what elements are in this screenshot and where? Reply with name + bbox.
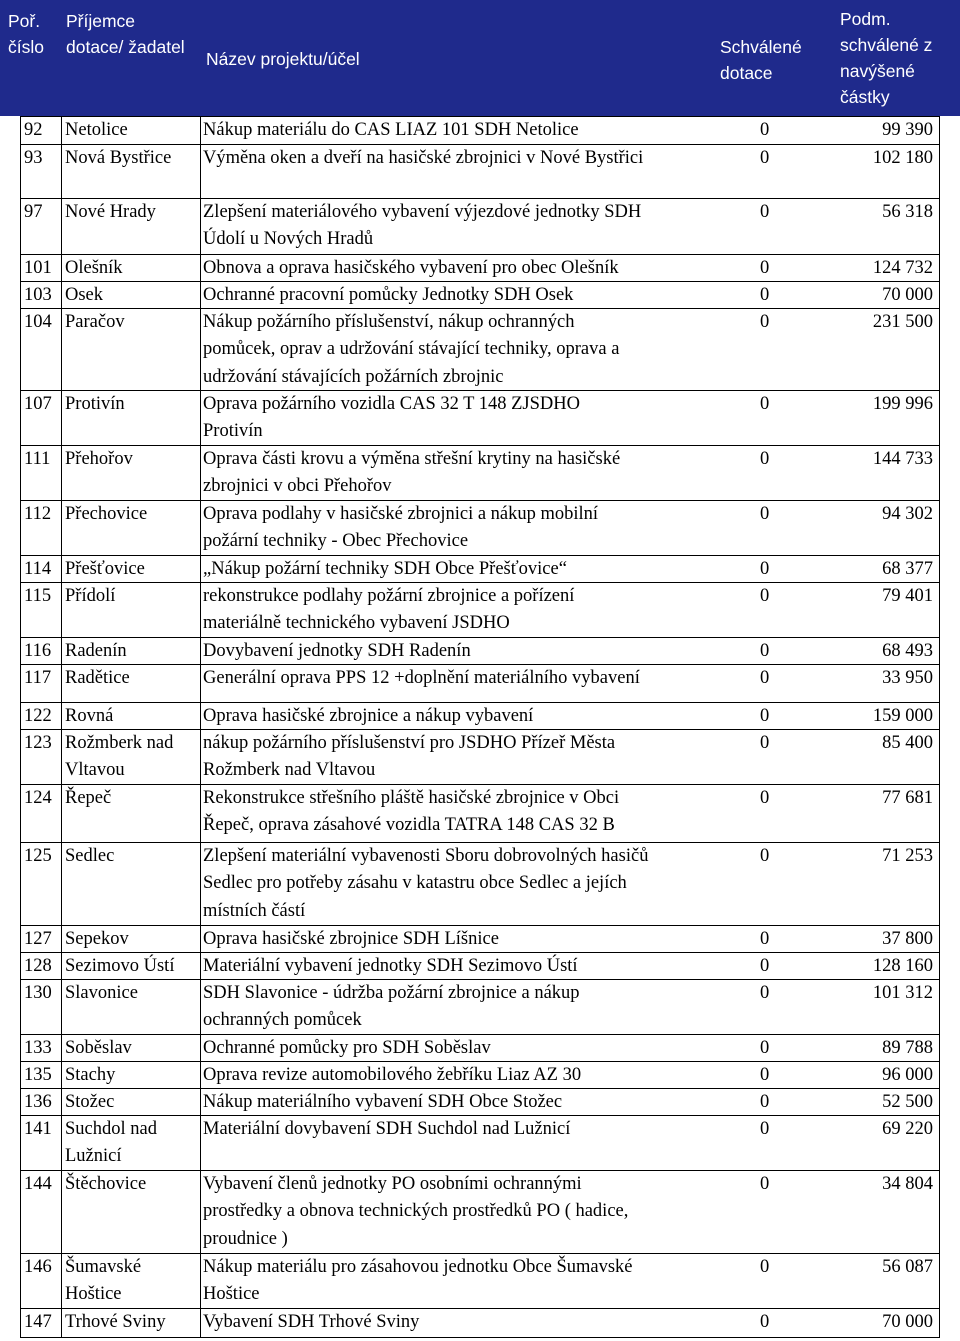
cell-approved: 0 [760,148,770,168]
cell-no: 122 [24,706,52,726]
cell-no: 116 [24,641,52,661]
cell-project: „Nákup požární techniky SDH Obce Přešťovice“ [203,559,567,579]
cell-project: SDH Slavonice - údržba požární zbrojnice a nákup ochranných pomůcek [203,983,580,1031]
cell-approved: 0 [760,449,770,469]
cell-recipient: Trhové Sviny [65,1312,166,1332]
table-row [20,308,940,390]
cell-conditional: 56 318 [882,202,933,222]
cell-project: Nákup materiálního vybavení SDH Obce Stožec [203,1092,563,1112]
cell-recipient: Šumavské Hoštice [65,1257,142,1305]
cell-no: 133 [24,1038,52,1058]
cell-conditional: 159 000 [872,706,933,726]
cell-conditional: 37 800 [882,929,933,949]
cell-conditional: 94 302 [882,504,933,524]
cell-conditional: 85 400 [882,733,933,753]
cell-project: Obnova a oprava hasičského vybavení pro obec Olešník [203,258,619,278]
cell-project: Oprava podlahy v hasičské zbrojnici a nákup mobilní požární techniky - Obec Přechovice [203,504,599,552]
header-project-line-1: Název projektu/účel [206,49,360,69]
cell-conditional: 52 500 [882,1092,933,1112]
cell-approved: 0 [760,504,770,524]
cell-conditional: 70 000 [882,285,933,305]
cell-project: Dovybavení jednotky SDH Radenín [203,641,471,661]
cell-approved: 0 [760,1038,770,1058]
table-row [20,582,940,637]
cell-approved: 0 [760,1092,770,1112]
cell-no: 124 [24,788,52,808]
cell-conditional: 144 733 [872,449,933,469]
table-row [20,925,940,952]
table-row [20,116,940,144]
cell-project: Zlepšení materiální vybavenosti Sboru dobrovolných hasičů Sedlec pro potřeby zásahu v katastru obce Sedlec a jejích místních částí [203,846,649,921]
cell-conditional: 70 000 [882,1312,933,1332]
table-row [20,445,940,500]
cell-recipient: Osek [65,285,104,305]
cell-approved: 0 [760,1257,770,1277]
cell-recipient: Sezimovo Ústí [65,956,175,976]
table-row [20,500,940,555]
cell-no: 136 [24,1092,52,1112]
cell-project: Oprava části krovu a výměna střešní krytiny na hasičské zbrojnici v obci Přehořov [203,449,621,497]
header-recipient-line-1: Příjemce [66,11,136,31]
cell-approved: 0 [760,1312,770,1332]
cell-conditional: 71 253 [882,846,933,866]
cell-recipient: Netolice [65,120,128,140]
cell-recipient: Štěchovice [65,1174,147,1194]
cell-project: Materiální vybavení jednotky SDH Sezimovo Ústí [203,956,578,976]
cell-no: 127 [24,929,52,949]
table-row [20,1308,940,1337]
cell-conditional: 99 390 [882,120,933,140]
cell-approved: 0 [760,733,770,753]
cell-recipient: Radenín [65,641,127,661]
header-project [200,0,712,116]
header-conditional-line-3: navýšené [840,61,915,81]
table-row [20,952,940,979]
cell-conditional: 102 180 [872,148,933,168]
table-row [20,144,940,172]
cell-recipient: Stožec [65,1092,115,1112]
cell-conditional: 68 493 [882,641,933,661]
table-row [20,664,940,692]
cell-approved: 0 [760,668,770,688]
cell-no: 115 [24,586,52,606]
cell-no: 135 [24,1065,52,1085]
cell-recipient: Nové Hrady [65,202,156,222]
table-row [20,842,940,925]
cell-conditional: 96 000 [882,1065,933,1085]
cell-no: 128 [24,956,52,976]
cell-approved: 0 [760,788,770,808]
cell-no: 147 [24,1312,52,1332]
cell-no: 130 [24,983,52,1003]
table-row [20,555,940,582]
cell-approved: 0 [760,846,770,866]
cell-recipient: Stachy [65,1065,116,1085]
cell-approved: 0 [760,956,770,976]
table-row [20,784,940,842]
cell-no: 125 [24,846,52,866]
header-approved-line-1: Schválené [720,37,802,57]
cell-project: rekonstrukce podlahy požární zbrojnice a pořízení materiálně technického vybavení JSDHO [203,586,575,634]
cell-approved: 0 [760,586,770,606]
cell-recipient: Soběslav [65,1038,132,1058]
cell-recipient: Paračov [65,312,125,332]
cell-recipient: Sepekov [65,929,129,949]
cell-project: Oprava požárního vozidla CAS 32 T 148 ZJSDHO Protivín [203,394,580,442]
cell-no: 111 [24,449,51,469]
header-conditional [834,0,960,116]
cell-conditional: 231 500 [872,312,933,332]
cell-project: Ochranné pomůcky pro SDH Soběslav [203,1038,491,1058]
cell-project: Oprava hasičské zbrojnice a nákup vybavení [203,706,534,726]
cell-conditional: 199 996 [872,394,933,414]
cell-conditional: 101 312 [872,983,933,1003]
cell-conditional: 89 788 [882,1038,933,1058]
cell-no: 107 [24,394,52,414]
cell-recipient: Přechovice [65,504,148,524]
header-no-line-1: Poř. [8,11,41,31]
cell-conditional: 69 220 [882,1119,933,1139]
cell-no: 146 [24,1257,52,1277]
cell-approved: 0 [760,258,770,278]
cell-no: 114 [24,559,52,579]
cell-recipient: Přídolí [65,586,116,606]
cell-approved: 0 [760,120,770,140]
cell-project: Vybavení členů jednotky PO osobními ochrannými prostředky a obnova technických prostředků PO ( hadice, proudnice ) [203,1174,629,1249]
cell-no: 123 [24,733,52,753]
table-row [20,979,940,1034]
cell-approved: 0 [760,285,770,305]
header-conditional-line-2: schválené z [840,35,933,55]
table-row [20,198,940,254]
cell-project: Vybavení SDH Trhové Sviny [203,1312,420,1332]
cell-approved: 0 [760,929,770,949]
header-conditional-line-4: částky [840,87,890,107]
cell-approved: 0 [760,706,770,726]
header-approved-line-2: dotace [720,63,773,83]
cell-recipient: Rožmberk nad Vltavou [65,733,174,781]
cell-no: 93 [24,148,43,168]
cell-approved: 0 [760,559,770,579]
cell-conditional: 77 681 [882,788,933,808]
cell-conditional: 68 377 [882,559,933,579]
cell-project: Nákup požárního příslušenství, nákup ochranných pomůcek, oprav a udržování stávající techniky, oprava a udržování stávajících požárních zbrojnic [203,312,620,387]
table-row [20,254,940,281]
cell-project: Zlepšení materiálového vybavení výjezdové jednotky SDH Údolí u Nových Hradů [203,202,642,250]
table-row [20,390,940,445]
cell-conditional: 124 732 [872,258,933,278]
table-row [20,281,940,308]
table-row [20,1061,940,1088]
cell-approved: 0 [760,983,770,1003]
header-recipient-line-2: dotace/ žadatel [66,37,185,57]
table-row [20,702,940,729]
cell-project: Generální oprava PPS 12 +doplnění materiálního vybavení [203,668,640,688]
cell-approved: 0 [760,1174,770,1194]
cell-recipient: Řepeč [65,788,112,808]
table-row [20,637,940,664]
cell-recipient: Slavonice [65,983,138,1003]
cell-project: Oprava hasičské zbrojnice SDH Líšnice [203,929,499,949]
cell-no: 117 [24,668,52,688]
cell-project: Oprava revize automobilového žebříku Liaz AZ 30 [203,1065,582,1085]
cell-conditional: 79 401 [882,586,933,606]
cell-approved: 0 [760,394,770,414]
cell-approved: 0 [760,1065,770,1085]
cell-approved: 0 [760,202,770,222]
cell-conditional: 33 950 [882,668,933,688]
cell-project: Rekonstrukce střešního pláště hasičské zbrojnice v Obci Řepeč, oprava zásahové vozidla TATRA 148 CAS 32 B [203,788,620,836]
table-row [20,1088,940,1115]
cell-recipient: Přešťovice [65,559,145,579]
header-no-line-2: číslo [8,37,44,57]
cell-project: Ochranné pracovní pomůcky Jednotky SDH Osek [203,285,574,305]
table-row [20,729,940,784]
cell-no: 103 [24,285,52,305]
cell-approved: 0 [760,312,770,332]
grid-line-bottom [20,1337,940,1338]
cell-recipient: Protivín [65,394,125,414]
cell-no: 97 [24,202,43,222]
cell-project: nákup požárního příslušenství pro JSDHO Přízeř Města Rožmberk nad Vltavou [203,733,616,781]
cell-recipient: Sedlec [65,846,115,866]
cell-no: 141 [24,1119,52,1139]
table-row [20,1170,940,1253]
cell-approved: 0 [760,641,770,661]
cell-recipient: Radětice [65,668,130,688]
cell-no: 92 [24,120,43,140]
cell-no: 144 [24,1174,52,1194]
cell-recipient: Olešník [65,258,123,278]
cell-recipient: Nová Bystřice [65,148,172,168]
cell-conditional: 56 087 [882,1257,933,1277]
cell-conditional: 128 160 [872,956,933,976]
header-approved [712,0,834,116]
table-row [20,1253,940,1308]
table-row [20,1115,940,1170]
cell-project: Nákup materiálu do CAS LIAZ 101 SDH Netolice [203,120,579,140]
cell-project: Výměna oken a dveří na hasičské zbrojnici v Nové Bystřici [203,148,644,168]
table-row [20,1034,940,1061]
cell-conditional: 34 804 [882,1174,933,1194]
cell-no: 112 [24,504,52,524]
cell-project: Materiální dovybavení SDH Suchdol nad Lužnicí [203,1119,571,1139]
cell-approved: 0 [760,1119,770,1139]
cell-recipient: Přehořov [65,449,133,469]
header-no [0,0,60,116]
cell-project: Nákup materiálu pro zásahovou jednotku Obce Šumavské Hoštice [203,1257,633,1305]
header-conditional-line-1: Podm. [840,9,891,29]
header-recipient [60,0,200,116]
cell-recipient: Rovná [65,706,114,726]
cell-recipient: Suchdol nad Lužnicí [65,1119,157,1167]
cell-no: 104 [24,312,52,332]
cell-no: 101 [24,258,52,278]
